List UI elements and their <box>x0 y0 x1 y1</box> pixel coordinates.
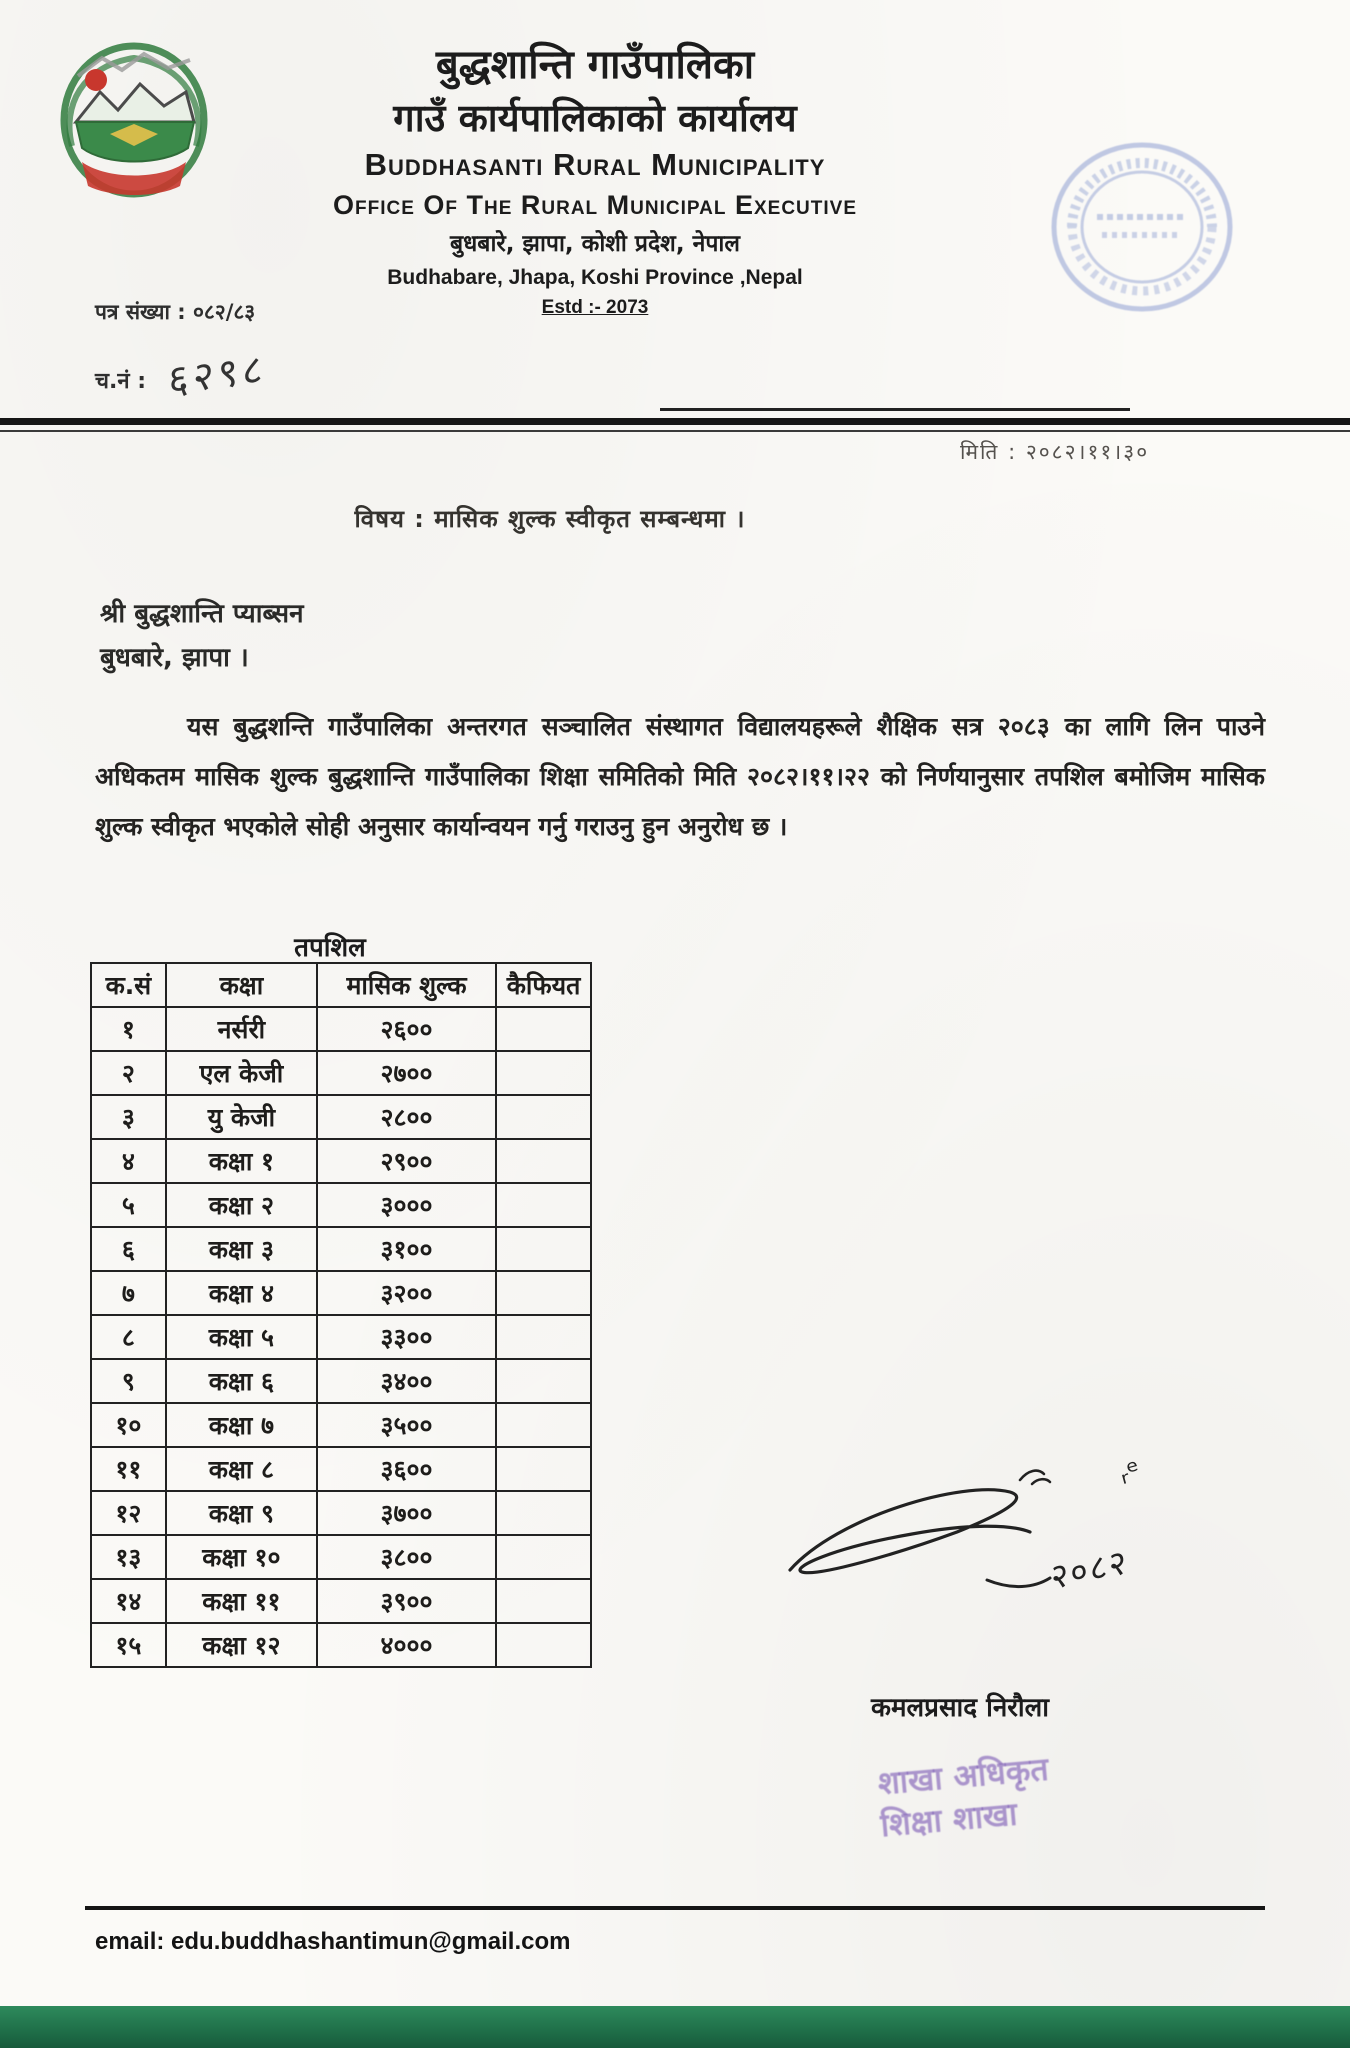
cell-remarks <box>496 1447 591 1491</box>
cell-serial: ७ <box>91 1271 166 1315</box>
fee-table-body <box>91 1007 591 1667</box>
official-seal-stamp <box>1042 132 1242 322</box>
dispatch-number-line <box>95 345 267 405</box>
cell-class: कक्षा १० <box>166 1535 317 1579</box>
table-row <box>91 1051 591 1095</box>
footer-email: email: edu.buddhashantimun@gmail.com <box>95 1928 571 1955</box>
office-name-nepali: गाउँ कार्यपालिकाको कार्यालय <box>393 96 797 140</box>
cell-class: कक्षा २ <box>166 1183 317 1227</box>
cell-serial: ११ <box>91 1447 166 1491</box>
dispatch-number-handwritten: ६२९८ <box>167 345 267 405</box>
table-row <box>91 1271 591 1315</box>
cell-remarks <box>496 1359 591 1403</box>
cell-monthly-fee: ३६०० <box>317 1447 496 1491</box>
letter-number: पत्र संख्या : ०८२/८३ <box>95 300 256 324</box>
cell-monthly-fee: २६०० <box>317 1007 496 1051</box>
cell-remarks <box>496 1623 591 1667</box>
cell-serial: १५ <box>91 1623 166 1667</box>
cell-monthly-fee: ३७०० <box>317 1491 496 1535</box>
table-row <box>91 1139 591 1183</box>
cell-monthly-fee: ३००० <box>317 1183 496 1227</box>
addressee-name: श्री बुद्धशान्ति प्याब्सन <box>100 599 304 629</box>
cell-monthly-fee: ४००० <box>317 1623 496 1667</box>
addressee-block <box>100 592 304 680</box>
fee-table-header-0: क.सं <box>91 963 166 1007</box>
cell-serial: १२ <box>91 1491 166 1535</box>
bottom-green-bar <box>0 2006 1350 2048</box>
address-english: Budhabare, Jhapa, Koshi Province ,Nepal <box>387 266 803 289</box>
fee-table <box>90 962 592 1668</box>
cell-monthly-fee: ३९०० <box>317 1579 496 1623</box>
cell-monthly-fee: ३३०० <box>317 1315 496 1359</box>
table-row <box>91 1007 591 1051</box>
table-row <box>91 1359 591 1403</box>
table-row <box>91 1315 591 1359</box>
cell-serial: १ <box>91 1007 166 1051</box>
body-paragraph: यस बुद्धशन्ति गाउँपालिका अन्तरगत सञ्चालित संस्थागत विद्यालयहरूले शैक्षिक सत्र २०८३ का लागि लिन पाउने अधिकतम मासिक शुल्क बुद्धशान्ति गाउँपालिका शिक्षा समितिको मिति २०८२।११।२२ को निर्णयानुसार तपशिल बमोजिम मासिक शुल्क स्वीकृत भएकोले सोही अनुसार कार्यान्वयन गर्नु गराउनु हुन अनुरोध छ । <box>95 712 1265 841</box>
office-name-english: Office Of The Rural Municipal Executive <box>333 190 857 220</box>
cell-serial: ३ <box>91 1095 166 1139</box>
fee-table-header-3: कैफियत <box>496 963 591 1007</box>
cell-remarks <box>496 1007 591 1051</box>
cell-monthly-fee: ३१०० <box>317 1227 496 1271</box>
established-year: Estd :- 2073 <box>541 297 649 318</box>
cell-remarks <box>496 1095 591 1139</box>
cell-remarks <box>496 1227 591 1271</box>
table-row <box>91 1183 591 1227</box>
table-row <box>91 1535 591 1579</box>
cell-serial: २ <box>91 1051 166 1095</box>
dispatch-number-label: च.नं : <box>95 369 146 394</box>
header-divider-thin <box>0 430 1350 432</box>
letter-date: मिति : २०८२।११।३० <box>960 440 1150 464</box>
cell-serial: ९ <box>91 1359 166 1403</box>
header-divider-thick <box>0 418 1350 425</box>
cell-class: कक्षा ११ <box>166 1579 317 1623</box>
fee-table-header-1: कक्षा <box>166 963 317 1007</box>
cell-class: एल केजी <box>166 1051 317 1095</box>
cell-class: कक्षा ७ <box>166 1403 317 1447</box>
footer-divider <box>85 1906 1265 1910</box>
table-row <box>91 1447 591 1491</box>
cell-monthly-fee: ३४०० <box>317 1359 496 1403</box>
addressee-place: बुधबारे, झापा । <box>100 643 249 673</box>
cell-class: कक्षा ५ <box>166 1315 317 1359</box>
cell-serial: ८ <box>91 1315 166 1359</box>
cell-monthly-fee: ३८०० <box>317 1535 496 1579</box>
cell-remarks <box>496 1579 591 1623</box>
signatory-name: कमलप्रसाद निरौला <box>871 1693 1049 1723</box>
cell-serial: १४ <box>91 1579 166 1623</box>
cell-remarks <box>496 1051 591 1095</box>
cell-class: कक्षा ८ <box>166 1447 317 1491</box>
cell-class: कक्षा १२ <box>166 1623 317 1667</box>
cell-monthly-fee: २८०० <box>317 1095 496 1139</box>
stamp-designation: शाखा अधिकृत <box>876 1749 1050 1803</box>
table-row <box>91 1403 591 1447</box>
cell-serial: १३ <box>91 1535 166 1579</box>
municipality-logo <box>52 36 217 208</box>
table-row <box>91 1227 591 1271</box>
cell-remarks <box>496 1403 591 1447</box>
cell-monthly-fee: ३५०० <box>317 1403 496 1447</box>
fee-table-header-row <box>91 963 591 1007</box>
cell-serial: ६ <box>91 1227 166 1271</box>
cell-serial: ४ <box>91 1139 166 1183</box>
cell-remarks <box>496 1271 591 1315</box>
signature-handwritten-date: २०८२ <box>1048 1541 1131 1599</box>
municipality-name-nepali: बुद्धशान्ति गाउँपालिका <box>435 42 755 88</box>
cell-class: यु केजी <box>166 1095 317 1139</box>
cell-class: नर्सरी <box>166 1007 317 1051</box>
cell-remarks <box>496 1535 591 1579</box>
cell-class: कक्षा ४ <box>166 1271 317 1315</box>
table-row <box>91 1579 591 1623</box>
cell-remarks <box>496 1183 591 1227</box>
cell-class: कक्षा १ <box>166 1139 317 1183</box>
subject-line: विषय : मासिक शुल्क स्वीकृत सम्बन्धमा । <box>354 505 746 533</box>
cell-remarks <box>496 1139 591 1183</box>
cell-class: कक्षा ३ <box>166 1227 317 1271</box>
municipality-name-english: Buddhasanti Rural Municipality <box>364 147 826 182</box>
signature-flourish: ᵣᵉ <box>1115 1452 1145 1493</box>
table-row <box>91 1623 591 1667</box>
cell-serial: १० <box>91 1403 166 1447</box>
signature-scribble <box>782 1462 1052 1622</box>
cell-monthly-fee: २७०० <box>317 1051 496 1095</box>
purple-office-stamp <box>797 1741 1133 1853</box>
table-row <box>91 1095 591 1139</box>
cell-remarks <box>496 1491 591 1535</box>
letterhead <box>255 38 935 322</box>
estd-underline-rule <box>660 408 1130 411</box>
fee-table-header-2: मासिक शुल्क <box>317 963 496 1007</box>
cell-monthly-fee: ३२०० <box>317 1271 496 1315</box>
table-row <box>91 1491 591 1535</box>
cell-serial: ५ <box>91 1183 166 1227</box>
cell-remarks <box>496 1315 591 1359</box>
address-nepali: बुधबारे, झापा, कोशी प्रदेश, नेपाल <box>450 231 740 257</box>
cell-class: कक्षा ९ <box>166 1491 317 1535</box>
cell-monthly-fee: २९०० <box>317 1139 496 1183</box>
table-title: तपशिल <box>294 933 366 963</box>
stamp-section: शिक्षा शाखा <box>879 1794 1019 1845</box>
cell-class: कक्षा ६ <box>166 1359 317 1403</box>
